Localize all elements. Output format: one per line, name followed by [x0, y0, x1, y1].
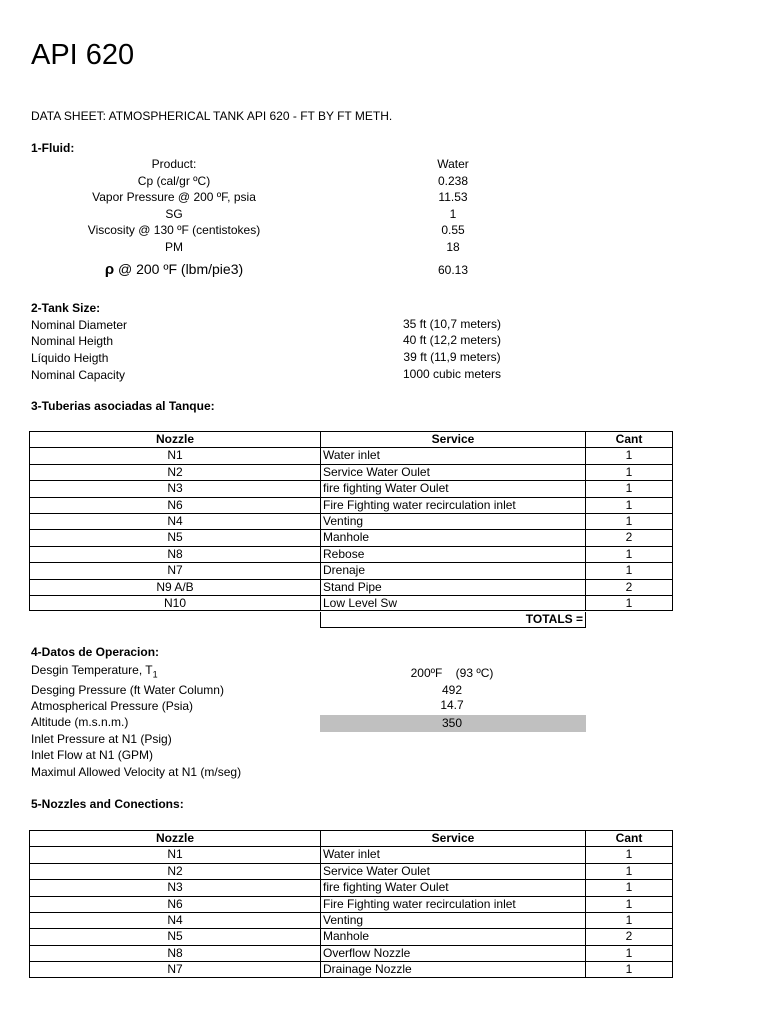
column-header-cant: Cant	[586, 830, 673, 846]
cant-cell: 1	[586, 879, 673, 895]
cant-cell: 1	[586, 562, 673, 578]
table-row	[29, 497, 673, 513]
table-header-row	[29, 830, 673, 846]
table-row	[29, 464, 673, 480]
nozzle-cell: N3	[29, 879, 321, 895]
tuberias-table	[29, 431, 673, 611]
table-row	[29, 480, 673, 496]
op-label-temperature-sub: 1	[152, 669, 158, 680]
table-row	[29, 928, 673, 944]
cant-cell: 1	[586, 464, 673, 480]
service-cell: Drenaje	[321, 562, 586, 578]
nozzle-cell: N9 A/B	[29, 579, 321, 595]
op-value-altitude: 350	[441, 716, 463, 730]
column-header-service: Service	[321, 431, 586, 447]
service-cell: Water inlet	[321, 447, 586, 463]
column-header-nozzle: Nozzle	[29, 431, 321, 447]
nozzle-cell: N6	[29, 497, 321, 513]
table-row	[29, 961, 673, 977]
nozzle-cell: N6	[29, 896, 321, 912]
table-header-row	[29, 431, 673, 447]
table-row	[29, 896, 673, 912]
fluid-value-viscosity: 0.55	[441, 223, 465, 237]
service-cell: Stand Pipe	[321, 579, 586, 595]
nozzle-cell: N5	[29, 529, 321, 545]
cant-cell: 1	[586, 595, 673, 611]
nozzle-cell: N10	[29, 595, 321, 611]
tank-value-liquid-height: 39 ft (11,9 meters)	[403, 350, 501, 364]
op-label-altitude: Altitude (m.s.n.m.)	[31, 715, 129, 729]
service-cell: fire fighting Water Oulet	[321, 879, 586, 895]
cant-cell: 1	[586, 497, 673, 513]
cant-cell: 1	[586, 447, 673, 463]
cant-cell: 1	[586, 546, 673, 562]
cant-cell: 1	[586, 912, 673, 928]
tank-value-height: 40 ft (12,2 meters)	[402, 333, 502, 347]
op-label-inlet-pressure: Inlet Pressure at N1 (Psig)	[31, 732, 172, 746]
fluid-label-pm: PM	[165, 240, 183, 254]
service-cell: Overflow Nozzle	[321, 945, 586, 961]
cant-cell: 1	[586, 846, 673, 862]
nozzles-table	[29, 830, 673, 978]
datasheet-subtitle: DATA SHEET: ATMOSPHERICAL TANK API 620 - FT BY FT METH.	[31, 109, 393, 123]
column-header-cant: Cant	[586, 431, 673, 447]
op-label-atm-pressure: Atmospherical Pressure (Psia)	[31, 699, 194, 713]
operacion-heading: 4-Datos de Operacion:	[31, 645, 160, 659]
column-header-nozzle: Nozzle	[29, 830, 321, 846]
table-row	[29, 562, 673, 578]
table-row	[29, 529, 673, 545]
table-row	[29, 579, 673, 595]
cant-cell: 2	[586, 579, 673, 595]
table-row	[29, 546, 673, 562]
fluid-label-product: Product:	[151, 157, 197, 171]
fluid-heading: 1-Fluid:	[31, 141, 75, 155]
cant-cell: 1	[586, 480, 673, 496]
tank-label-diameter: Nominal Diameter	[31, 318, 128, 332]
tank-label-height: Nominal Heigth	[31, 334, 114, 348]
tank-value-capacity: 1000 cubic meters	[402, 367, 502, 381]
fluid-value-density: 60.13	[437, 263, 469, 277]
density-label-text: @ 200 ºF (lbm/pie3)	[114, 261, 244, 277]
fluid-label-cp: Cp (cal/gr ºC)	[137, 174, 211, 188]
rho-symbol: ρ	[104, 261, 115, 278]
nozzle-cell: N2	[29, 863, 321, 879]
totals-label: TOTALS =	[320, 612, 586, 628]
service-cell: Low Level Sw	[321, 595, 586, 611]
fluid-value-product: Water	[437, 157, 469, 171]
table-row	[29, 447, 673, 463]
fluid-value-pm: 18	[446, 240, 460, 254]
fluid-label-vapor-pressure: Vapor Pressure @ 200 ºF, psia	[92, 190, 256, 204]
service-cell: Venting	[321, 912, 586, 928]
nozzle-cell: N7	[29, 961, 321, 977]
service-cell: Service Water Oulet	[321, 863, 586, 879]
fluid-label-density	[54, 261, 294, 278]
op-label-temperature-text: Desgin Temperature, T	[31, 663, 153, 677]
service-cell: fire fighting Water Oulet	[321, 480, 586, 496]
op-label-max-velocity: Maximul Allowed Velocity at N1 (m/seg)	[31, 765, 242, 779]
service-cell: Water inlet	[321, 846, 586, 862]
cant-cell: 2	[586, 928, 673, 944]
nozzles-heading: 5-Nozzles and Conections:	[31, 797, 184, 811]
tank-size-heading: 2-Tank Size:	[31, 301, 101, 315]
cant-cell: 1	[586, 945, 673, 961]
nozzle-cell: N1	[29, 447, 321, 463]
table-row	[29, 513, 673, 529]
nozzle-cell: N5	[29, 928, 321, 944]
tank-label-capacity: Nominal Capacity	[31, 368, 126, 382]
op-value-atm-pressure: 14.7	[440, 698, 464, 712]
fluid-value-sg: 1	[449, 207, 457, 221]
cant-cell: 1	[586, 513, 673, 529]
nozzle-cell: N4	[29, 513, 321, 529]
cant-cell: 1	[586, 961, 673, 977]
service-cell: Venting	[321, 513, 586, 529]
service-cell: Rebose	[321, 546, 586, 562]
op-label-temperature	[31, 663, 158, 681]
service-cell: Fire Fighting water recirculation inlet	[321, 896, 586, 912]
table-row	[29, 912, 673, 928]
table-row	[29, 595, 673, 611]
nozzle-cell: N8	[29, 546, 321, 562]
service-cell: Service Water Oulet	[321, 464, 586, 480]
nozzle-cell: N4	[29, 912, 321, 928]
table-row	[29, 846, 673, 862]
fluid-label-sg: SG	[165, 207, 183, 221]
fluid-value-cp: 0.238	[437, 174, 469, 188]
column-header-service: Service	[321, 830, 586, 846]
table-row	[29, 945, 673, 961]
op-value-temperature: 200ºF (93 ºC)	[410, 666, 494, 680]
tuberias-heading: 3-Tuberias asociadas al Tanque:	[31, 399, 215, 413]
op-label-inlet-flow: Inlet Flow at N1 (GPM)	[31, 748, 154, 762]
nozzle-cell: N8	[29, 945, 321, 961]
fluid-label-viscosity: Viscosity @ 130 ºF (centistokes)	[87, 223, 261, 237]
nozzle-cell: N1	[29, 846, 321, 862]
service-cell: Manhole	[321, 928, 586, 944]
cant-cell: 2	[586, 529, 673, 545]
service-cell: Drainage Nozzle	[321, 961, 586, 977]
table-row	[29, 879, 673, 895]
tank-value-diameter: 35 ft (10,7 meters)	[402, 317, 502, 331]
nozzle-cell: N2	[29, 464, 321, 480]
table-row	[29, 863, 673, 879]
tank-label-liquid-height: Líquido Heigth	[31, 351, 109, 365]
service-cell: Manhole	[321, 529, 586, 545]
fluid-value-vapor-pressure: 11.53	[438, 190, 468, 204]
nozzle-cell: N7	[29, 562, 321, 578]
cant-cell: 1	[586, 863, 673, 879]
op-value-pressure: 492	[441, 683, 463, 697]
service-cell: Fire Fighting water recirculation inlet	[321, 497, 586, 513]
page-title: API 620	[31, 39, 135, 71]
op-label-pressure: Desging Pressure (ft Water Column)	[31, 683, 224, 697]
cant-cell: 1	[586, 896, 673, 912]
nozzle-cell: N3	[29, 480, 321, 496]
